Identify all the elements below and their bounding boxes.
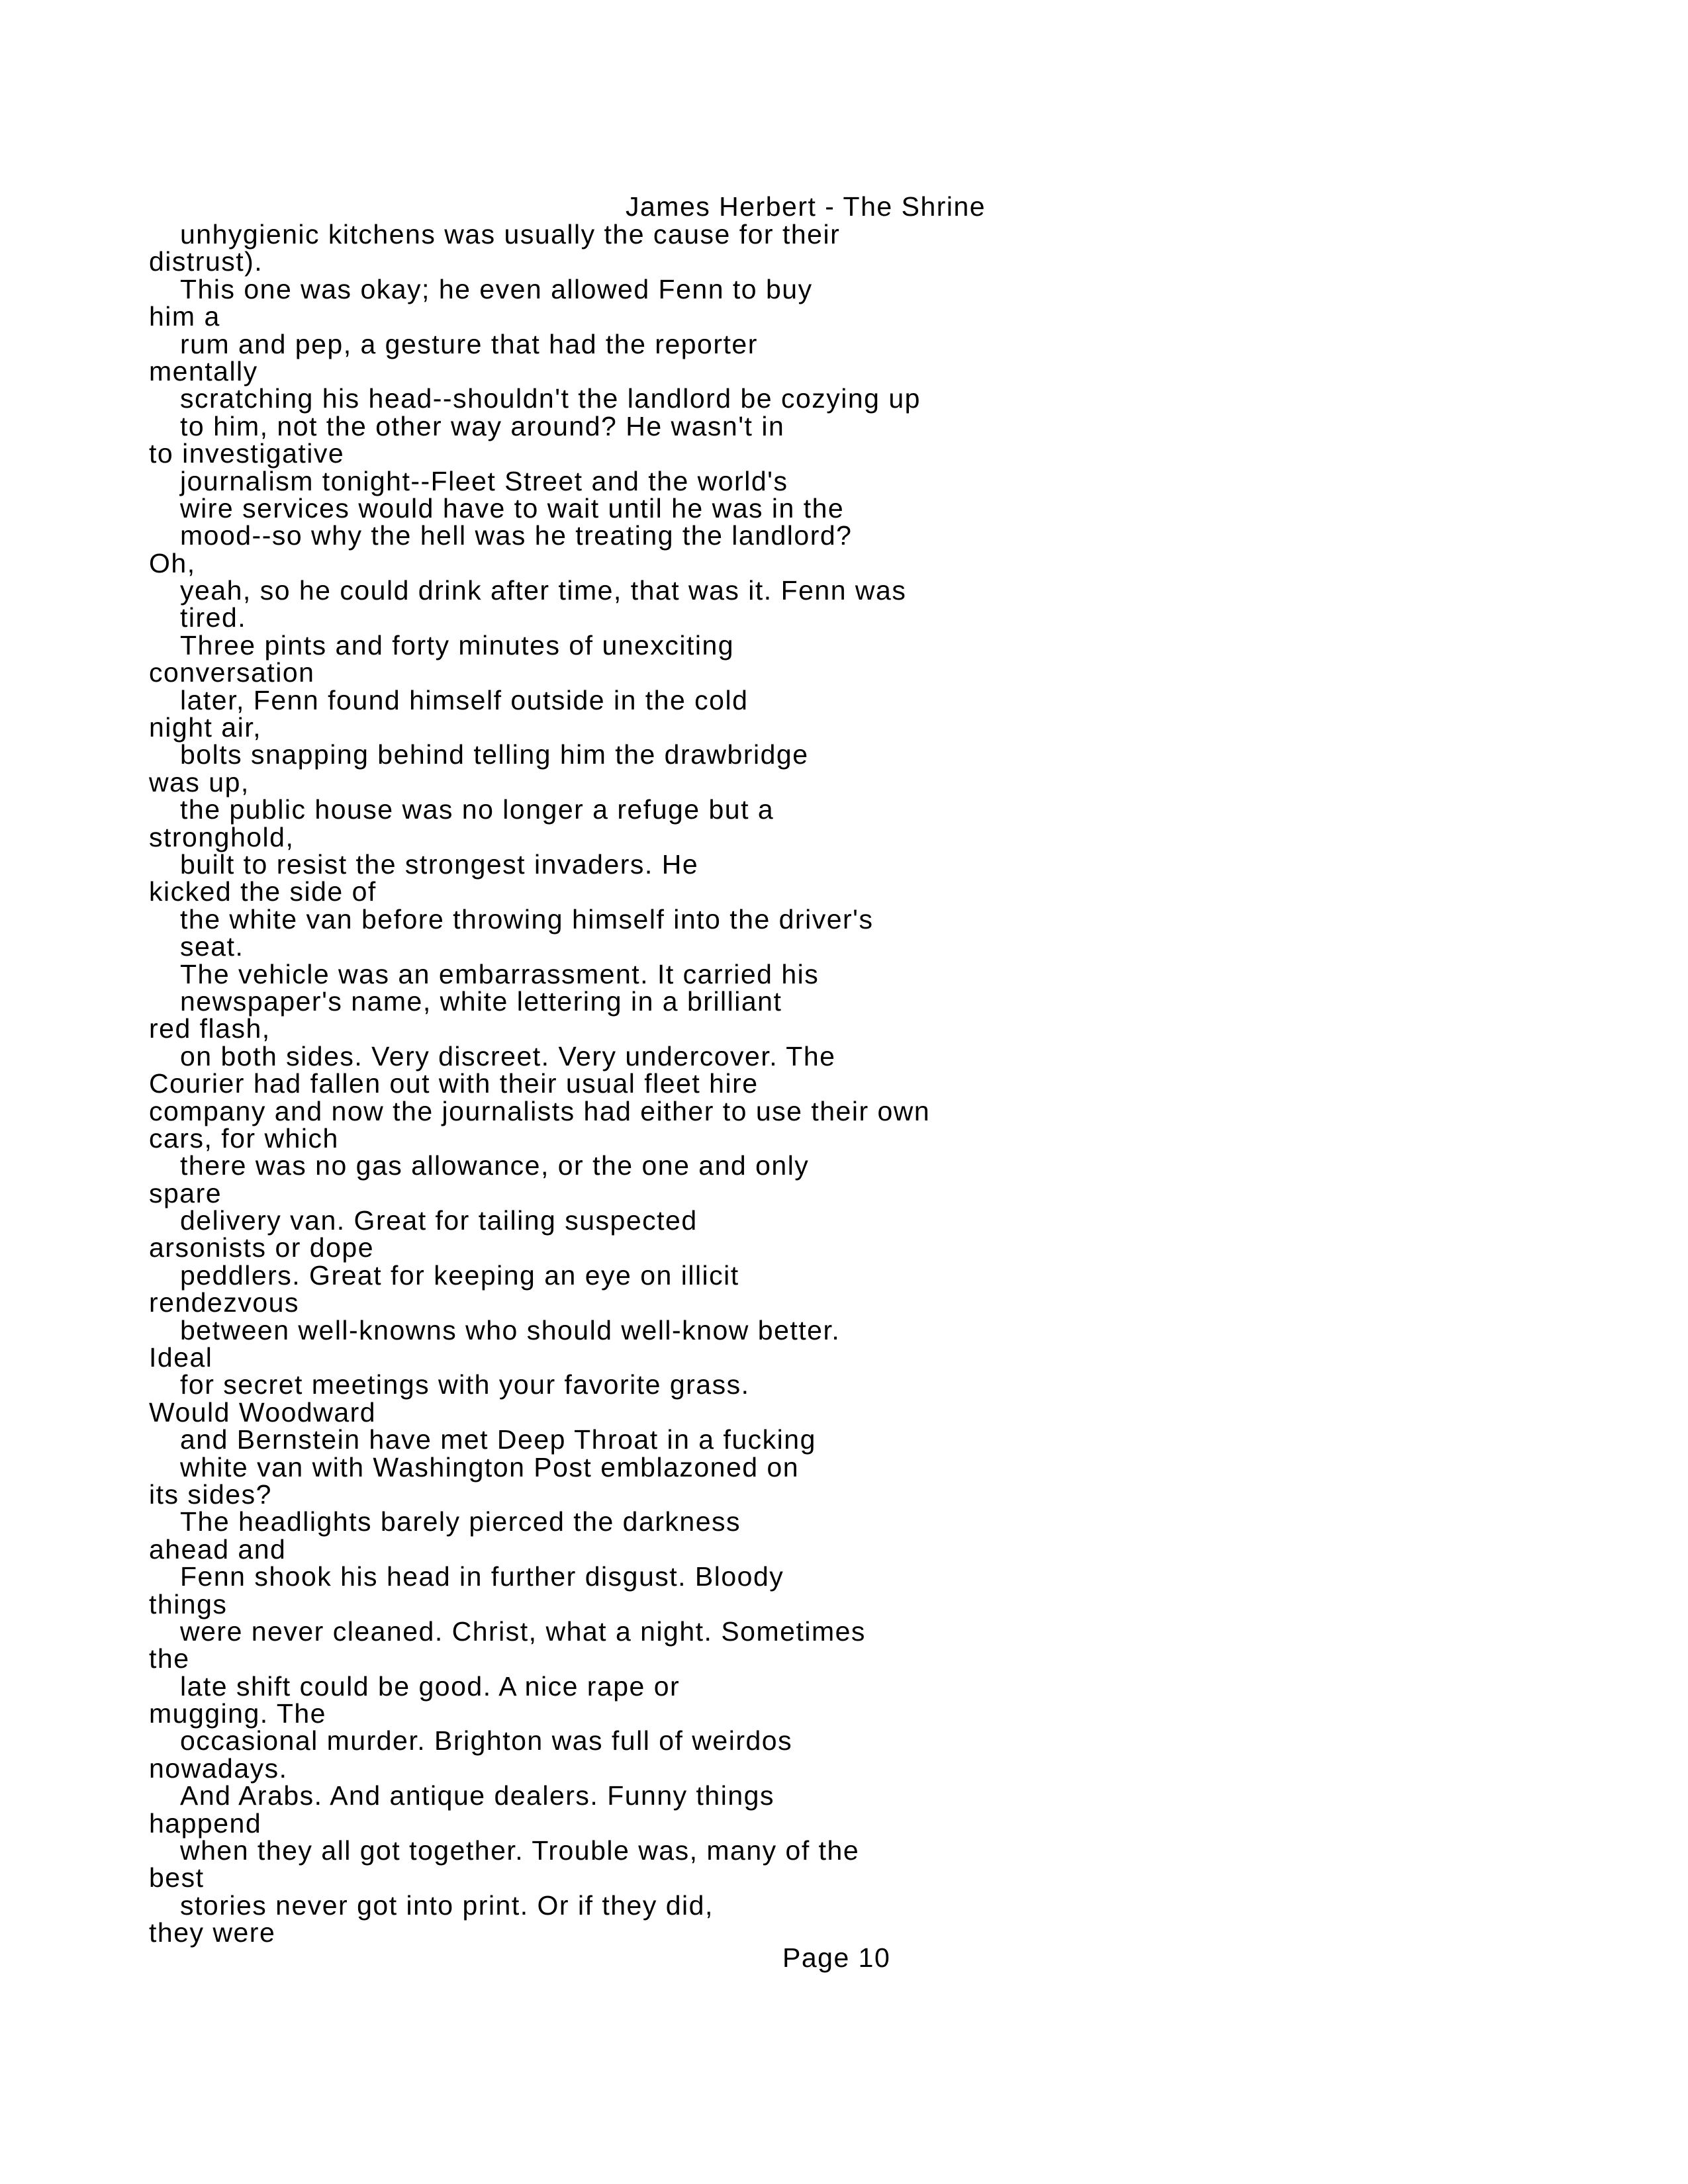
text-line: Oh, — [149, 547, 196, 578]
text-line: company and now the journalists had either to use their own — [149, 1095, 931, 1126]
text-line: unhygienic kitchens was usually the cause for their — [180, 219, 841, 250]
text-line: they were — [149, 1917, 276, 1948]
text-line: scratching his head--shouldn't the landlord be cozying up — [180, 383, 921, 414]
text-line: between well-knowns who should well-know better. — [180, 1314, 841, 1345]
text-line: its sides? — [149, 1479, 272, 1510]
text-line: happend — [149, 1807, 262, 1839]
text-line: for secret meetings with your favorite grass. — [180, 1369, 750, 1400]
text-line: red flash, — [149, 1013, 271, 1044]
text-line: later, Fenn found himself outside in the cold — [180, 684, 749, 715]
text-line: rendezvous — [149, 1287, 299, 1318]
text-line: conversation — [149, 657, 315, 688]
text-line: And Arabs. And antique dealers. Funny things — [180, 1780, 774, 1811]
text-line: distrust). — [149, 246, 263, 277]
text-line: the white van before throwing himself into the driver's — [180, 903, 874, 934]
text-line: night air, — [149, 712, 261, 743]
text-line: The vehicle was an embarrassment. It carried his — [180, 958, 820, 989]
text-line: mugging. The — [149, 1698, 326, 1729]
text-line: Ideal — [149, 1342, 213, 1373]
text-line: was up, — [149, 766, 250, 797]
text-line: occasional murder. Brighton was full of weirdos — [180, 1725, 793, 1756]
body-text — [149, 221, 1539, 1947]
text-line: yeah, so he could drink after time, that was it. Fenn was — [180, 575, 907, 606]
text-line: when they all got together. Trouble was, many of the — [180, 1835, 860, 1866]
text-line: spare — [149, 1177, 222, 1208]
text-line: kicked the side of — [149, 876, 377, 907]
text-line: stories never got into print. Or if they did, — [180, 1889, 714, 1921]
text-line: him a — [149, 301, 220, 332]
text-line: arsonists or dope — [149, 1232, 375, 1263]
text-line: peddlers. Great for keeping an eye on illicit — [180, 1259, 739, 1291]
text-line: ahead and — [149, 1533, 287, 1565]
text-line: newspaper's name, white lettering in a brilliant — [180, 985, 782, 1017]
text-line: mood--so why the hell was he treating the landlord? — [180, 520, 853, 551]
text-line: Fenn shook his head in further disgust. Bloody — [180, 1561, 784, 1592]
text-line: cars, for which — [149, 1122, 339, 1154]
text-line: were never cleaned. Christ, what a night. Sometimes — [180, 1615, 866, 1647]
text-line: seat. — [180, 931, 244, 962]
text-line: delivery van. Great for tailing suspected — [180, 1205, 698, 1236]
text-line: Three pints and forty minutes of unexciting — [180, 629, 735, 660]
text-line: there was no gas allowance, or the one and only — [180, 1150, 810, 1181]
text-line: the public house was no longer a refuge but a — [180, 794, 774, 825]
text-line: to him, not the other way around? He wasn't in — [180, 410, 785, 441]
text-line: things — [149, 1588, 228, 1619]
text-line: on both sides. Very discreet. Very undercover. The — [180, 1040, 836, 1071]
text-line: rum and pep, a gesture that had the reporter — [180, 328, 758, 359]
text-line: built to resist the strongest invaders. He — [180, 848, 699, 880]
text-line: The headlights barely pierced the darkness — [180, 1506, 741, 1537]
text-line: nowadays. — [149, 1752, 288, 1784]
text-line: stronghold, — [149, 821, 295, 852]
text-line: and Bernstein have met Deep Throat in a fucking — [180, 1424, 816, 1455]
text-line: Would Woodward — [149, 1396, 377, 1428]
text-line: best — [149, 1862, 205, 1893]
text-line: This one was okay; he even allowed Fenn to buy — [180, 273, 813, 304]
text-line: Courier had fallen out with their usual fleet hire — [149, 1068, 759, 1099]
text-line: mentally — [149, 355, 258, 387]
text-line: the — [149, 1643, 190, 1674]
page-number: Page 10 — [782, 1942, 891, 1973]
text-line: journalism tonight--Fleet Street and the world's — [180, 465, 788, 496]
text-line: to investigative — [149, 438, 345, 469]
text-line: bolts snapping behind telling him the drawbridge — [180, 739, 809, 770]
text-line: white van with Washington Post emblazoned on — [180, 1451, 800, 1482]
text-line: tired. — [180, 602, 247, 633]
text-line: late shift could be good. A nice rape or — [180, 1670, 680, 1702]
page-header: James Herbert - The Shrine — [626, 191, 986, 222]
text-line: wire services would have to wait until he was in the — [180, 492, 845, 523]
